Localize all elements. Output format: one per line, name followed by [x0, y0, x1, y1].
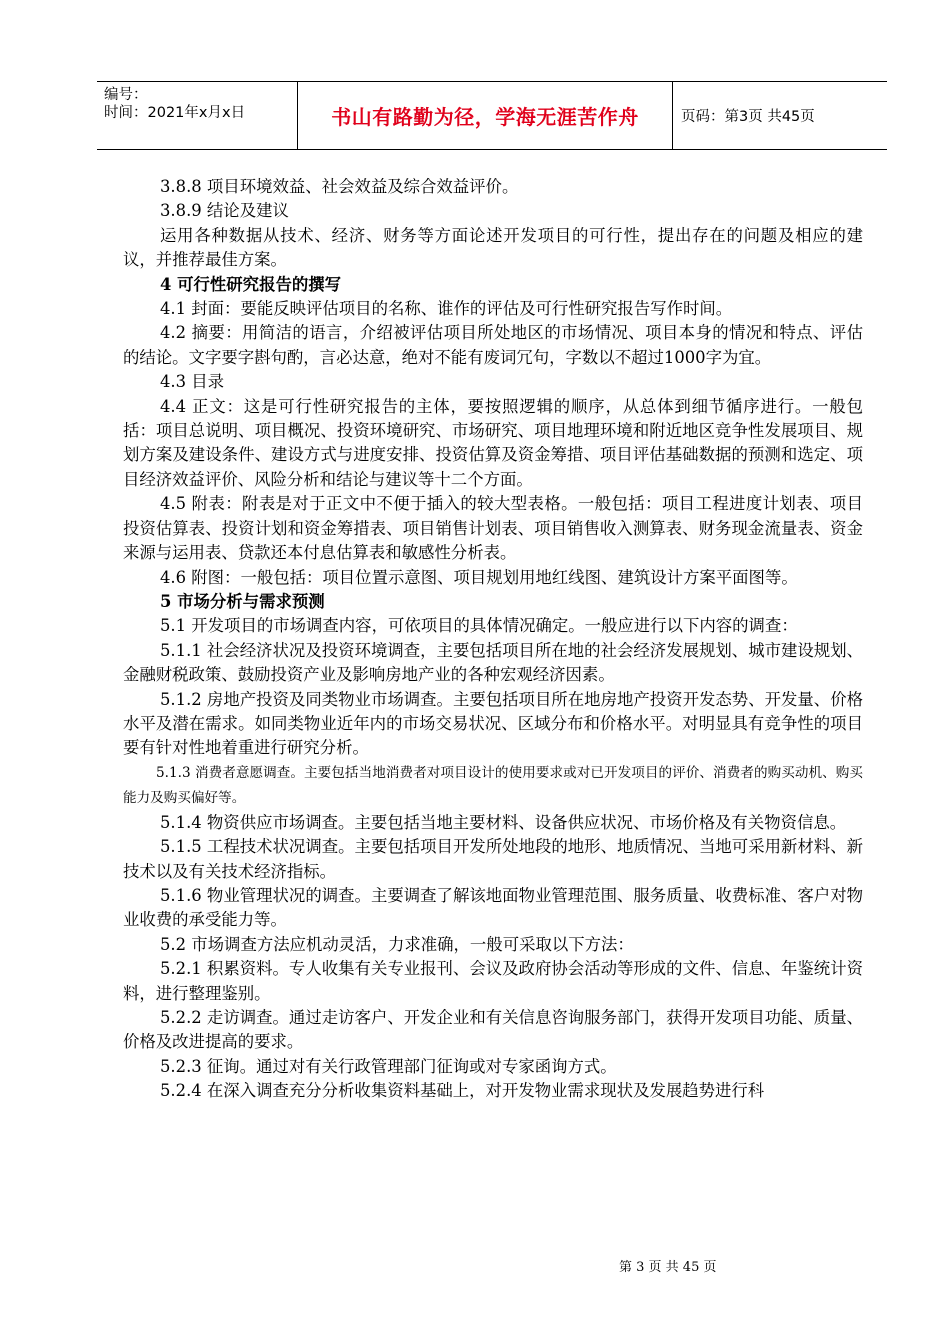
- paragraph: 4.2 摘要：用简洁的语言，介绍被评估项目所处地区的市场情况、项目本身的情况和特点、评估的结论。文字要字斟句酌，言必达意，绝对不能有废词冗句，字数以不超过1000字为宜。: [123, 323, 863, 367]
- header-meta: [97, 82, 298, 149]
- paragraph: 5.1.2 房地产投资及同类物业市场调查。主要包括项目所在地房地产投资开发态势、开发量、价格水平及潜在需求。如同类物业近年内的市场交易状况、区域分布和价格水平。对明显具有竞争性的项目要有针对性地着重进行研究分析。: [123, 689, 863, 758]
- paragraph: 4.6 附图：一般包括：项目位置示意图、项目规划用地红线图、建筑设计方案平面图等。: [160, 567, 798, 587]
- paragraph: 5.2.4 在深入调查充分分析收集资料基础上，对开发物业需求现状及发展趋势进行科: [160, 1081, 765, 1101]
- page-footer: 第 3 页 共 45 页: [619, 1260, 717, 1275]
- document-time-label: 时间：2021年x月x日: [104, 105, 246, 121]
- paragraph: 5.2.2 走访调查。通过走访客户、开发企业和有关信息咨询服务部门，获得开发项目功能、质量、价格及改进提高的要求。: [123, 1008, 863, 1052]
- paragraph: 5.1 开发项目的市场调查内容，可依项目的具体情况确定。一般应进行以下内容的调查：: [160, 616, 798, 636]
- paragraph: 5.2.3 征询。通过对有关行政管理部门征询或对专家函询方式。: [160, 1056, 617, 1076]
- paragraph: 5.2 市场调查方法应机动灵活，力求准确，一般可采取以下方法：: [160, 934, 634, 954]
- document-number-label: 编号：: [104, 87, 148, 103]
- paragraph: 5.2.1 积累资料。专人收集有关专业报刊、会议及政府协会活动等形成的文件、信息、年鉴统计资料，进行整理鉴别。: [123, 959, 863, 1003]
- header-page-label: 页码：第3页 共45页: [681, 109, 815, 125]
- paragraph: 3.8.8 项目环境效益、社会效益及综合效益评价。: [160, 177, 519, 196]
- paragraph: 5.1.5 工程技术状况调查。主要包括项目开发所处地段的地形、地质情况、当地可采用新材料、新技术以及有关技术经济指标。: [123, 837, 863, 881]
- paragraph: 4.3 目录: [160, 372, 225, 392]
- section-heading: 5 市场分析与需求预测: [160, 591, 325, 611]
- paragraph: 3.8.9 结论及建议: [160, 201, 289, 221]
- paragraph: 4.1 封面：要能反映评估项目的名称、谁作的评估及可行性研究报告写作时间。: [160, 299, 733, 319]
- paragraph: 5.1.6 物业管理状况的调查。主要调查了解该地面物业管理范围、服务质量、收费标准、客户对物业收费的承受能力等。: [123, 885, 863, 930]
- section-heading: 4 可行性研究报告的撰写: [160, 274, 342, 294]
- paragraph: 运用各种数据从技术、经济、财务等方面论述开发项目的可行性，提出存在的问题及相应的建议，并推荐最佳方案。: [123, 225, 863, 270]
- document-body: [123, 175, 863, 1104]
- paragraph: 4.5 附表：附表是对于正文中不便于插入的较大型表格。一般包括：项目工程进度计划表、项目投资估算表、投资计划和资金筹措表、项目销售计划表、项目销售收入测算表、财务现金流量表、资金来源与运用表、贷款还本付息估算表和敏感性分析表。: [123, 494, 863, 563]
- paragraph: 4.4 正文：这是可行性研究报告的主体，要按照逻辑的顺序，从总体到细节循序进行。一般包括：项目总说明、项目概况、投资环境研究、市场研究、项目地理环境和附近地区竞争性发展项目、规划方案及建设条件、建设方式与进度安排、投资估算及资金筹措、项目评估基础数据的预测和选定、项目经济效益评价、风险分析和结论与建议等十二个方面。: [123, 396, 863, 489]
- header-motto: 书山有路勤为径，学海无涯苦作舟: [298, 82, 673, 149]
- paragraph: 5.1.3 消费者意愿调查。主要包括当地消费者对项目设计的使用要求或对已开发项目的评价、消费者的购买动机、购买能力及购买偏好等。: [123, 764, 863, 806]
- page-header: [97, 81, 887, 150]
- paragraph: 5.1.1 社会经济状况及投资环境调查，主要包括项目所在地的社会经济发展规划、城市建设规划、金融财税政策、鼓励投资产业及影响房地产业的各种宏观经济因素。: [123, 640, 863, 685]
- paragraph: 5.1.4 物资供应市场调查。主要包括当地主要材料、设备供应状况、市场价格及有关物资信息。: [160, 812, 847, 832]
